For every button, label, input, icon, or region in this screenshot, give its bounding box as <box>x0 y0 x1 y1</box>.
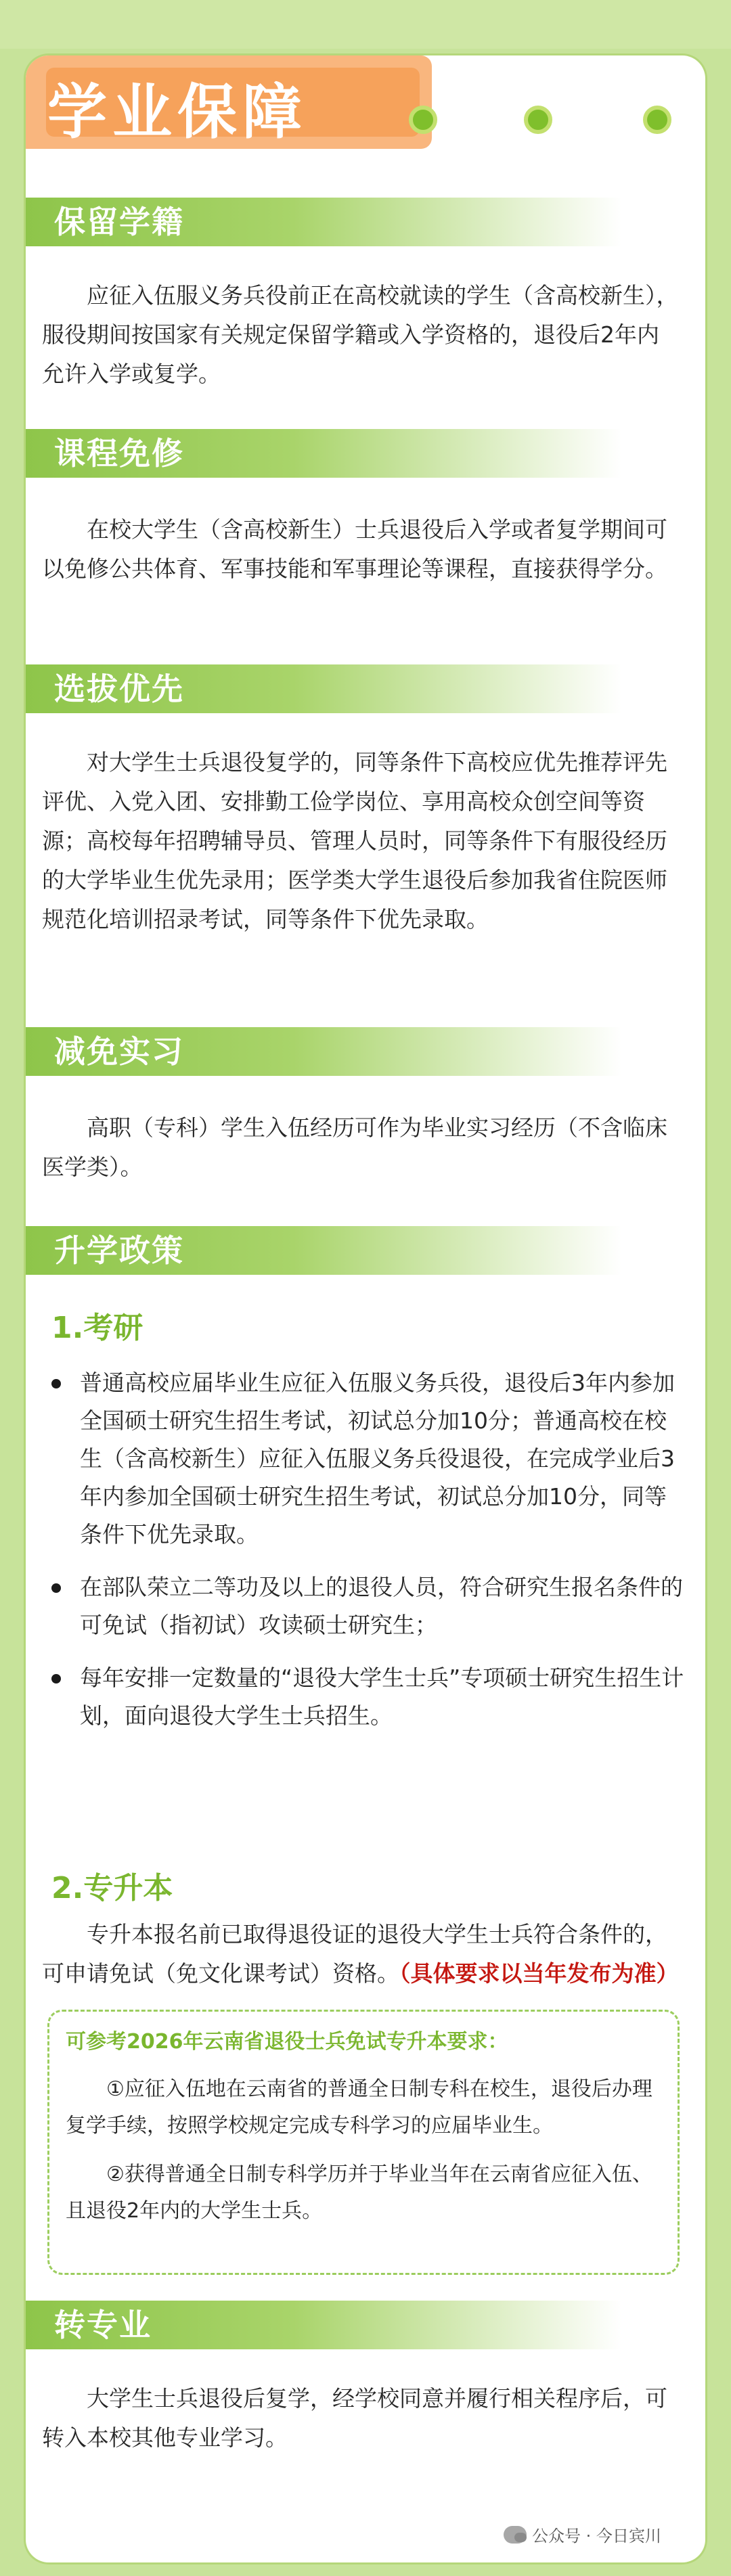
upgrade-highlight-note: （具体要求以当年发布为准） <box>399 1960 679 1987</box>
subsection-title-grad-exam: 1.考研 <box>51 1311 143 1345</box>
watermark <box>504 2523 661 2546</box>
section-heading-keep-status: 保留学籍 <box>26 198 621 246</box>
top-background-strip <box>0 0 731 49</box>
section-text-course-exempt: 在校大学生（含高校新生）士兵退役后入学或者复学期间可以免修公共体育、军事技能和军事理论等课程，直接获得学分。 <box>42 516 667 582</box>
binder-ring-icon <box>524 106 552 134</box>
section-text-internship: 高职（专科）学生入伍经历可作为毕业实习经历（不含临床医学类）。 <box>42 1114 667 1180</box>
binder-ring-icon <box>409 106 437 134</box>
section-heading-course-exempt: 课程免修 <box>26 429 621 478</box>
bullet-icon <box>51 1583 61 1593</box>
list-item: 每年安排一定数量的“退役大学生士兵”专项硕士研究生招生计划，面向退役大学生士兵招生。 <box>42 1659 685 1735</box>
subsection-title-upgrade: 2.专升本 <box>51 1871 173 1905</box>
bullet-icon <box>51 1379 61 1388</box>
list-item: 在部队荣立二等功及以上的退役人员，符合研究生报名条件的可免试（指初试）攻读硕士研究生； <box>42 1568 685 1644</box>
page-title: 学业保障 <box>47 76 308 147</box>
reference-item: ①应征入伍地在云南省的普通全日制专科在校生，退役后办理复学手续，按照学校规定完成专科学习的应届毕业生。 <box>66 2077 652 2138</box>
reference-box <box>47 2010 680 2275</box>
reference-item: ②获得普通全日制专科学历并于毕业当年在云南省应征入伍、且退役2年内的大学生士兵。 <box>66 2163 652 2223</box>
section-text-priority: 对大学生士兵退役复学的，同等条件下高校应优先推荐评先评优、入党入团、安排勤工俭学岗位、享用高校众创空间等资源；高校每年招聘辅导员、管理人员时，同等条件下有服役经历的大学毕业生优先录用；医学类大学生退役后参加我省住院医师规范化培训招录考试，同等条件下优先录取。 <box>42 749 667 932</box>
section-heading-further-study: 升学政策 <box>26 1226 621 1275</box>
section-heading-internship: 减免实习 <box>26 1027 621 1076</box>
list-item: 普通高校应届毕业生应征入伍服义务兵役，退役后3年内参加全国硕士研究生招生考试，初试总分加10分；普通高校在校生（含高校新生）应征入伍服义务兵役退役，在完成学业后3年内参加全国硕士研究生招生考试，初试总分加10分，同等条件下优先录取。 <box>42 1364 685 1554</box>
watermark-text: 公众号 · 今日宾川 <box>532 2527 661 2546</box>
binder-ring-icon <box>643 106 671 134</box>
bullet-icon <box>51 1674 61 1684</box>
section-heading-priority: 选拔优先 <box>26 664 621 713</box>
grad-exam-bullet-list <box>42 1364 685 1750</box>
wechat-icon <box>504 2526 527 2544</box>
section-heading-transfer: 转专业 <box>26 2301 621 2349</box>
section-text-transfer: 大学生士兵退役后复学，经学校同意并履行相关程序后，可转入本校其他专业学习。 <box>42 2385 667 2451</box>
reference-title: 可参考2026年云南省退役士兵免试专升本要求： <box>66 2030 508 2054</box>
section-text-keep-status: 应征入伍服义务兵役前正在高校就读的学生（含高校新生），服役期间按国家有关规定保留学籍或入学资格的，退役后2年内允许入学或复学。 <box>42 282 679 387</box>
upgrade-text: 专升本报名前已取得退役证的退役大学生士兵符合条件的，可申请免试（免文化课考试）资格。（具体要求以当年发布为准） <box>42 1921 679 1987</box>
